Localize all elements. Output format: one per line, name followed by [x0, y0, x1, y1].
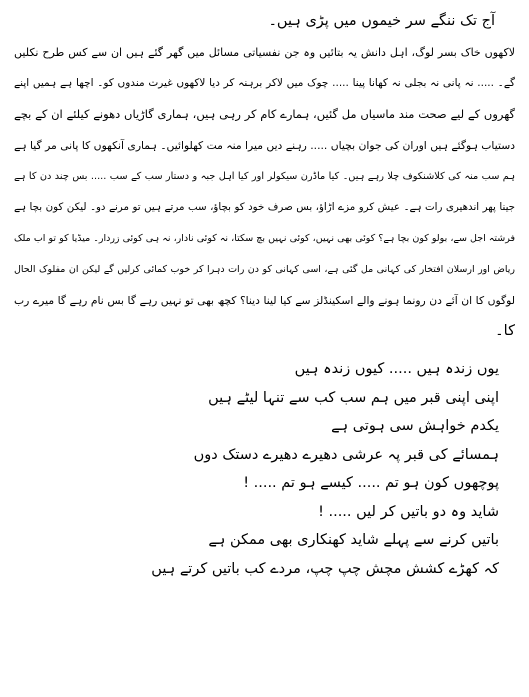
prose-line: فرشتہ اجل سے، بولو کون بچا ہے؟ کوئی بھی نہیں، کوئی نہیں بچ سکتا، نہ کوئی نادار، نہ ہی کوئی زردار۔ میڈیا کو تو اب ملک [14, 233, 515, 244]
poem-line: یوں زندہ ہیں ..... کیوں زندہ ہیں [294, 361, 499, 377]
poem-line: یکدم خواہش سی ہوتی ہے [331, 418, 499, 434]
poem-line: پوچھوں کون ہو تم ..... کیسے ہو تم ..... ! [243, 475, 499, 491]
poem-line: باتیں کرنے سے پہلے شاید کھنکاری بھی ممکن ہے [208, 532, 499, 548]
prose-line: ریاض اور ارسلان افتخار کی کہانی مل گئی ہے، اسی کہانی کو دن رات دہرا کر خوب کمائی کرلیں گے لیکن ان مفلوک الحال [14, 264, 515, 275]
prose-line: کا۔ [495, 323, 515, 339]
poem-line: اپنی اپنی قبر میں ہم سب کب سے تنہا لیٹے ہیں [208, 389, 499, 406]
prose-line: دستیاب ہوگئے ہیں اوران کی جوان بچیاں ..... رہنے دیں میرا منہ مت کھلوائیں۔ ہماری آنکھوں کا پانی مر گیا ہے [14, 139, 515, 152]
poem-line: ہمسائے کی قبر پہ عرشی دھیرے دھیرے دستک دوں [193, 446, 499, 463]
prose-line: لاکھوں خاک بسر لوگ، اہل دانش یہ بتائیں وہ جن نفسیاتی مسائل میں گھر گئے ہیں ان سے کس طرح نکلیں [14, 46, 515, 59]
poem-line: شاید وہ دو باتیں کر لیں ..... ! [318, 503, 499, 520]
prose-line: گے۔ ..... نہ پانی نہ بجلی نہ کھانا پینا ..... چوک میں لاکر برہنہ کر دیا لاکھوں غیرت مندوں کو۔ اچھا ہے ہمیں اپنے [14, 77, 515, 89]
prose-line: گھروں کے لیے صحت مند ماسیاں مل گئیں، ہمارے کام کر رہی ہیں، ہماری گاڑیاں دھونے کیلئے ان کے بچے [14, 107, 515, 121]
poem-line: کہ کھڑے کشش مچش چپ چپ، مردے کب باتیں کرتے ہیں [151, 560, 499, 577]
prose-line: ہم سب منہ کی کلاشنکوف چلا رہے ہیں۔ کیا ماڈرن سیکولر اور کیا اہل جبہ و دستار سب کے سب ..... بس چند دن کا ہے [14, 171, 515, 182]
poem [14, 355, 515, 583]
prose-line: لوگوں کا ان آئے دن رونما ہونے والے اسکینڈلز سے کیا لینا دینا؟ کچھ بھی تو نہیں رہے گا بس نام رہے گا میرے رب [14, 294, 515, 307]
prose-line: جینا پھر اندھیری رات ہے۔ عیش کرو مزے اڑاؤ، بس صرف خود کو بچاؤ، سب مرتے ہیں تو مرنے دو۔ لیکن کون بچا ہے [14, 201, 515, 213]
prose-line: آج تک ننگے سر خیموں میں پڑی ہیں۔ [268, 13, 495, 29]
prose-paragraph [14, 6, 515, 347]
